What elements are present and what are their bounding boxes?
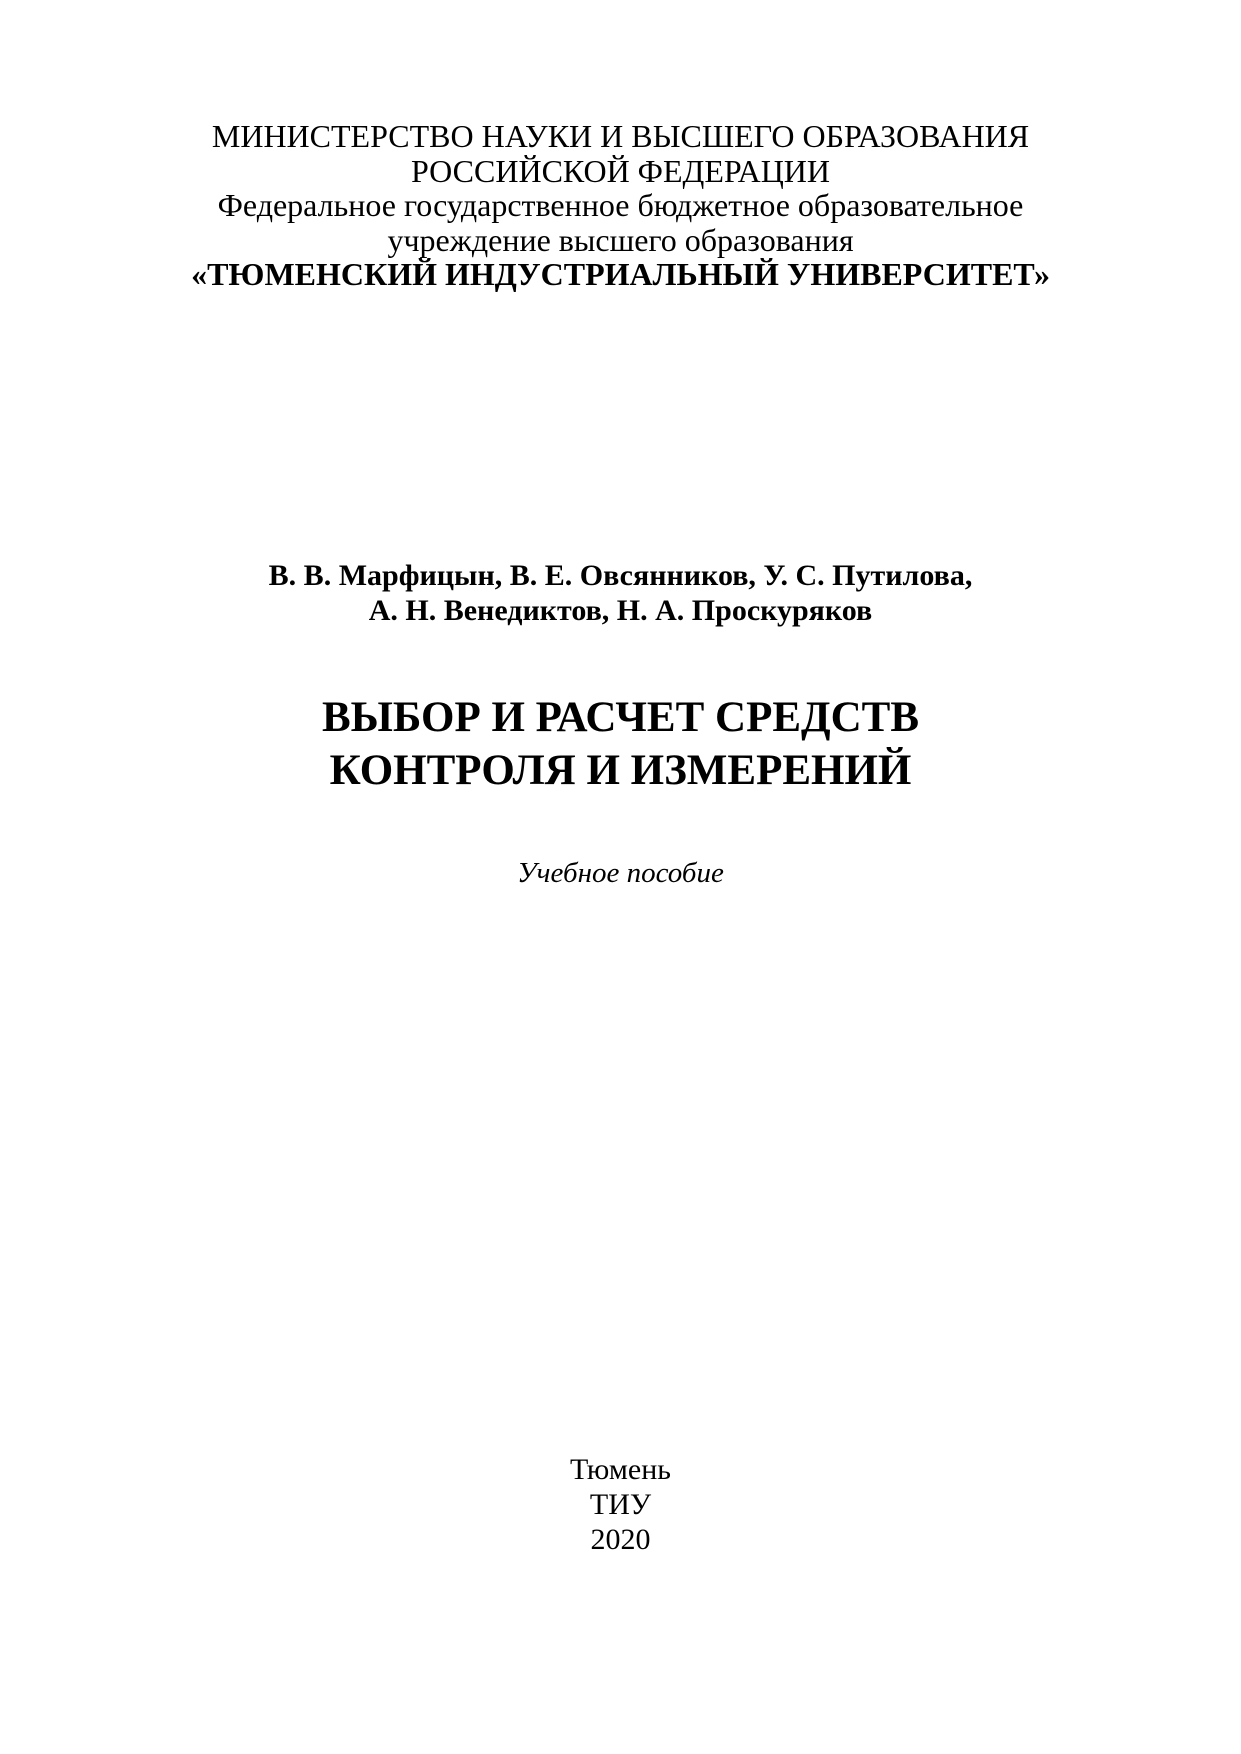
- ministry-line-2: РОССИЙСКОЙ ФЕДЕРАЦИИ: [410, 153, 831, 189]
- authors-line-2: А. Н. Венедиктов, Н. А. Проскуряков: [368, 594, 873, 627]
- ministry-line-1: МИНИСТЕРСТВО НАУКИ И ВЫСШЕГО ОБРАЗОВАНИЯ: [211, 118, 1030, 154]
- authors-line-1: В. В. Марфицын, В. Е. Овсянников, У. С. Путилова,: [268, 559, 973, 592]
- imprint-publisher: ТИУ: [589, 1488, 652, 1521]
- imprint-city: Тюмень: [570, 1453, 671, 1486]
- university-name: «ТЮМЕНСКИЙ ИНДУСТРИАЛЬНЫЙ УНИВЕРСИТЕТ»: [191, 256, 1050, 292]
- book-subtitle: Учебное пособие: [517, 857, 724, 889]
- institution-type-line-1: Федеральное государственное бюджетное образовательное: [217, 187, 1024, 223]
- book-title-line-1: ВЫБОР И РАСЧЕТ СРЕДСТВ: [321, 694, 920, 741]
- institution-type-line-2: учреждение высшего образования: [387, 222, 854, 258]
- imprint-year: 2020: [590, 1523, 651, 1556]
- book-title-line-2: КОНТРОЛЯ И ИЗМЕРЕНИЙ: [329, 747, 912, 794]
